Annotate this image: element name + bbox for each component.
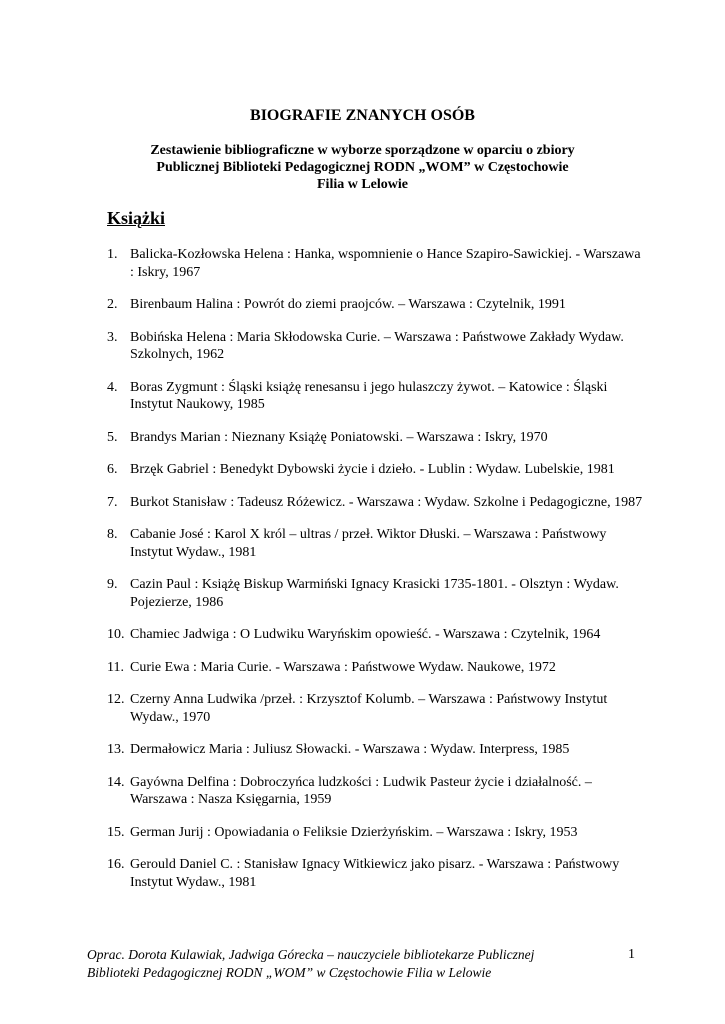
entry-text: Dermałowicz Maria : Juliusz Słowacki. - Warszawa : Wydaw. Interpress, 1985	[130, 742, 570, 757]
list-item	[107, 576, 647, 611]
entry-text: Brzęk Gabriel : Benedykt Dybowski życie i dzieło. - Lublin : Wydaw. Lubelskie, 1981	[130, 462, 615, 477]
entry-text: Cazin Paul : Książę Biskup Warmiński Ignacy Krasicki 1735-1801. - Olsztyn : Wydaw. Pojezierze, 1986	[130, 577, 619, 610]
entry-number: 14.	[107, 774, 125, 790]
entry-number: 7.	[107, 494, 118, 510]
entry-number: 15.	[107, 824, 125, 840]
entry-text: German Jurij : Opowiadania o Feliksie Dzierżyńskim. – Warszawa : Iskry, 1953	[130, 824, 578, 840]
entry-text: Chamiec Jadwiga : O Ludwiku Waryńskim opowieść. - Warszawa : Czytelnik, 1964	[130, 627, 601, 642]
entry-text: Bobińska Helena : Maria Skłodowska Curie. – Warszawa : Państwowe Zakłady Wydaw. Szkolnych, 1962	[130, 329, 624, 362]
list-item	[107, 296, 647, 314]
list-item	[107, 379, 647, 414]
list-item	[107, 741, 647, 759]
entry-number: 16.	[107, 857, 125, 872]
entry-number: 10.	[107, 627, 125, 642]
list-item	[107, 429, 647, 447]
entry-number: 8.	[107, 527, 118, 542]
footer-line: Biblioteki Pedagogicznej RODN „WOM” w Częstochowie Filia w Lelowie	[87, 965, 492, 980]
list-item	[107, 626, 647, 644]
entry-text: Cabanie José : Karol X król – ultras / przeł. Wiktor Dłuski. – Warszawa : Państwowy Instytut Wydaw., 1981	[130, 527, 607, 560]
entry-text: Birenbaum Halina : Powrót do ziemi praojców. – Warszawa : Czytelnik, 1991	[130, 297, 566, 312]
list-item	[107, 526, 647, 561]
subtitle-line: Zestawienie bibliograficzne w wyborze sporządzone w oparciu o zbiory	[150, 143, 575, 158]
entry-text: Boras Zygmunt : Śląski książę renesansu i jego hulaszczy żywot. – Katowice : Śląski Instytut Naukowy, 1985	[130, 379, 608, 412]
entry-number: 13.	[107, 742, 125, 757]
entry-number: 4.	[107, 379, 118, 395]
list-item	[107, 774, 647, 809]
footer-credits	[87, 946, 587, 982]
list-item	[107, 824, 647, 842]
subtitle-line: Publicznej Biblioteki Pedagogicznej RODN „WOM” w Częstochowie	[156, 160, 569, 175]
entry-number: 12.	[107, 692, 125, 707]
list-item	[107, 246, 647, 281]
entry-text: Czerny Anna Ludwika /przeł. : Krzysztof Kolumb. – Warszawa : Państwowy Instytut Wydaw., 1970	[130, 692, 608, 725]
entry-number: 6.	[107, 462, 118, 477]
entry-text: Balicka-Kozłowska Helena : Hanka, wspomnienie o Hance Szapiro-Sawickiej. - Warszawa : Iskry, 1967	[130, 247, 641, 280]
entry-text: Gayówna Delfina : Dobroczyńca ludzkości : Ludwik Pasteur życie i działalność. – Warszawa : Nasza Księgarnia, 1959	[130, 774, 592, 807]
entry-text: Burkot Stanisław : Tadeusz Różewicz. - Warszawa : Wydaw. Szkolne i Pedagogiczne, 1987	[130, 494, 643, 510]
subtitle-line: Filia w Lelowie	[317, 177, 408, 192]
list-item	[107, 691, 647, 726]
page-number: 1	[628, 947, 635, 962]
entry-number: 1.	[107, 247, 118, 262]
list-item	[107, 659, 647, 677]
list-item	[107, 494, 647, 512]
list-item	[107, 329, 647, 364]
page-title: BIOGRAFIE ZNANYCH OSÓB	[250, 107, 475, 124]
entry-text: Gerould Daniel C. : Stanisław Ignacy Witkiewicz jako pisarz. - Warszawa : Państwowy Instytut Wydaw., 1981	[130, 857, 620, 890]
entry-number: 3.	[107, 329, 118, 345]
section-heading: Książki	[107, 208, 166, 228]
entry-number: 2.	[107, 297, 118, 312]
entry-text: Curie Ewa : Maria Curie. - Warszawa : Państwowe Wydaw. Naukowe, 1972	[130, 659, 556, 675]
entry-number: 11.	[107, 659, 124, 675]
list-item	[107, 461, 647, 479]
entry-number: 5.	[107, 429, 118, 445]
bibliography-list	[107, 246, 647, 906]
entry-text: Brandys Marian : Nieznany Książę Poniatowski. – Warszawa : Iskry, 1970	[130, 429, 548, 445]
footer-line: Oprac. Dorota Kulawiak, Jadwiga Górecka – nauczyciele bibliotekarze Publicznej	[87, 947, 535, 962]
subtitle	[0, 142, 725, 193]
entry-number: 9.	[107, 577, 118, 592]
list-item	[107, 856, 647, 891]
